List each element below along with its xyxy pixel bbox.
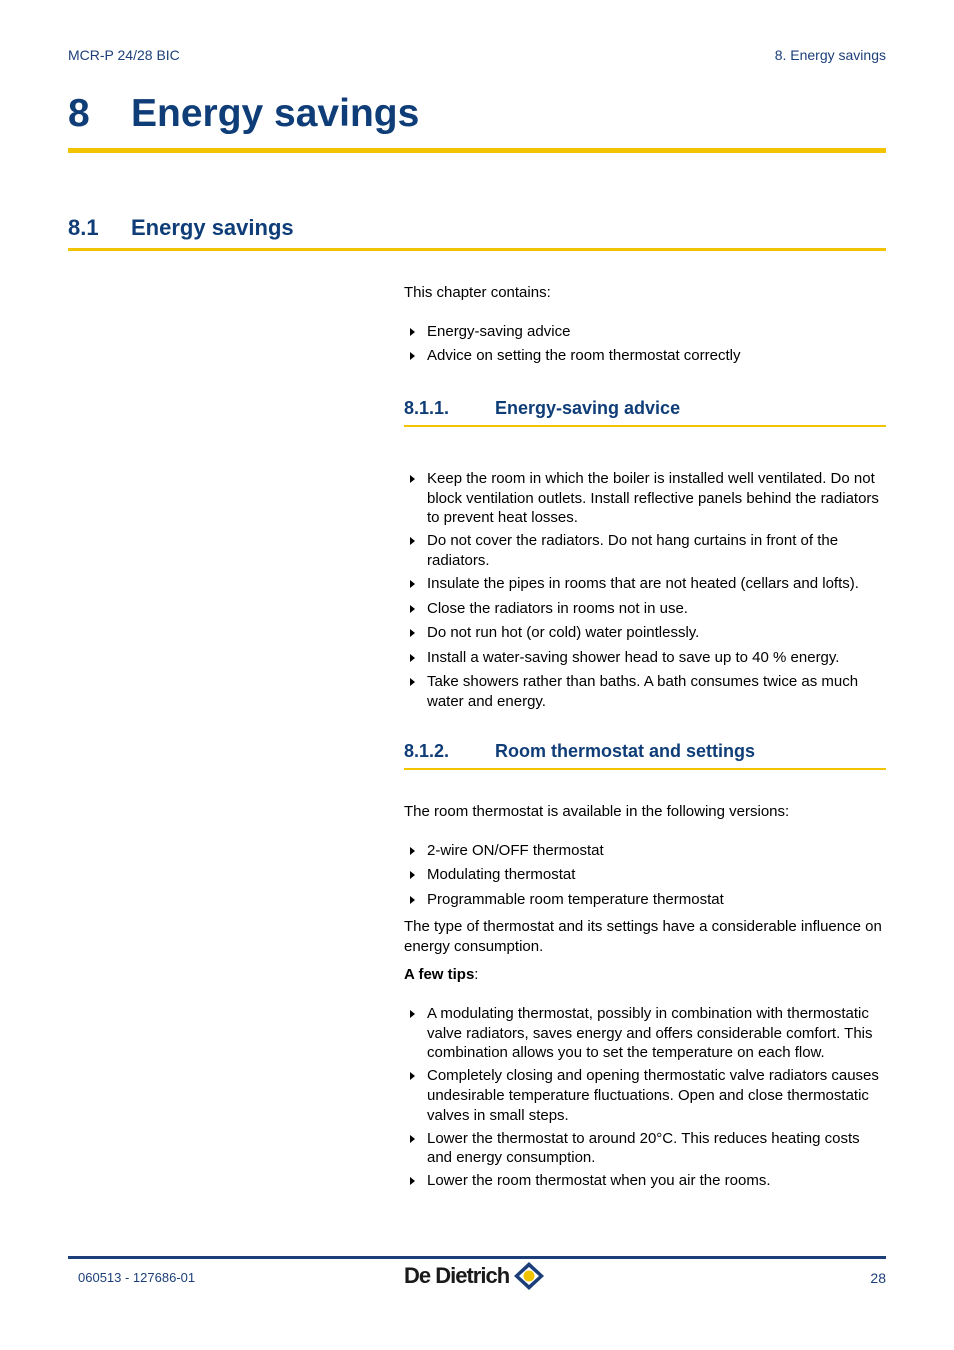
bullet-arrow-icon: [410, 896, 415, 904]
bullet-arrow-icon: [410, 629, 415, 637]
intro-list: [404, 322, 886, 366]
subsection-title-text: Energy-saving advice: [495, 398, 681, 418]
thermostat-versions-list: [404, 841, 886, 910]
bullet-arrow-icon: [410, 1177, 415, 1185]
tips-list: [404, 1004, 886, 1191]
bullet-arrow-icon: [410, 871, 415, 879]
list-item: Energy-saving advice: [404, 322, 886, 342]
list-item: Advice on setting the room thermostat correctly: [404, 346, 886, 366]
thermostat-influence: The type of thermostat and its settings have a considerable influence on energy consumption.: [404, 918, 882, 955]
thermostat-block: [404, 802, 886, 1191]
diamond-logo-icon: [511, 1259, 547, 1293]
bullet-arrow-icon: [410, 1135, 415, 1143]
list-item: Lower the room thermostat when you air the rooms.: [404, 1171, 886, 1191]
subsection-number: 8.1.2.: [404, 741, 450, 761]
logo-wordmark: De Dietrich: [404, 1263, 510, 1288]
bullet-arrow-icon: [410, 537, 415, 545]
section-rule: [68, 248, 886, 251]
list-item: Insulate the pipes in rooms that are not heated (cellars and lofts).: [404, 574, 886, 594]
list-item: A modulating thermostat, possibly in combination with thermostatic valve radiators, saves energy and offers considerable comfort. This combination allows you to set the temperature on each flow.: [404, 1004, 886, 1063]
subsection-number: 8.1.1.: [404, 398, 450, 418]
subsection-title-8-1-1: [404, 397, 886, 419]
list-item: Install a water-saving shower head to save up to 40 % energy.: [404, 648, 886, 668]
bullet-arrow-icon: [410, 580, 415, 588]
subsection-rule: [404, 425, 886, 427]
subsection-title-8-1-2: [404, 740, 886, 762]
section-title: [68, 213, 886, 243]
list-item: 2-wire ON/OFF thermostat: [404, 841, 886, 861]
energy-saving-list: [404, 469, 886, 712]
subsection-title-text: Room thermostat and settings: [495, 741, 756, 761]
bullet-arrow-icon: [410, 654, 415, 662]
list-item: Do not cover the radiators. Do not hang curtains in front of the radiators.: [404, 531, 886, 570]
page-number: 28: [870, 1270, 886, 1286]
chapter-title: [68, 88, 886, 140]
bullet-arrow-icon: [410, 328, 415, 336]
list-item: Do not run hot (or cold) water pointlessly.: [404, 623, 886, 643]
thermostat-intro: The room thermostat is available in the following versions:: [404, 803, 790, 820]
list-item: Programmable room temperature thermostat: [404, 890, 886, 910]
footer-doc-number: 060513 - 127686-01: [78, 1270, 196, 1285]
chapter-number: 8: [68, 92, 90, 135]
section-number: 8.1: [68, 215, 99, 240]
chapter-title-text: Energy savings: [131, 92, 420, 135]
list-item: Lower the thermostat to around 20°C. This reduces heating costs and energy consumption.: [404, 1129, 886, 1168]
bullet-arrow-icon: [410, 1072, 415, 1080]
brand-logo: [404, 1259, 547, 1293]
bullet-arrow-icon: [410, 678, 415, 686]
bullet-arrow-icon: [410, 605, 415, 613]
tips-heading: A few tips:: [404, 965, 479, 983]
intro-block: [404, 283, 886, 365]
header-doc-code: MCR-P 24/28 BIC: [68, 47, 180, 63]
header-section-ref: 8. Energy savings: [774, 47, 886, 63]
subsection-rule: [404, 768, 886, 770]
section-title-text: Energy savings: [131, 215, 294, 240]
list-item: Keep the room in which the boiler is installed well ventilated. Do not block ventilation outlets. Install reflective panels behind the radiators to prevent heat losses.: [404, 469, 886, 528]
bullet-arrow-icon: [410, 847, 415, 855]
energy-saving-list-block: [404, 469, 886, 712]
list-item: Take showers rather than baths. A bath consumes twice as much water and energy.: [404, 672, 886, 711]
bullet-arrow-icon: [410, 352, 415, 360]
bullet-arrow-icon: [410, 475, 415, 483]
list-item: Modulating thermostat: [404, 865, 886, 885]
list-item: Close the radiators in rooms not in use.: [404, 599, 886, 619]
chapter-rule: [68, 148, 886, 153]
intro-text: This chapter contains:: [404, 284, 551, 301]
bullet-arrow-icon: [410, 1010, 415, 1018]
list-item: Completely closing and opening thermostatic valve radiators causes undesirable temperature fluctuations. Open and close thermostatic valves in small steps.: [404, 1066, 886, 1125]
